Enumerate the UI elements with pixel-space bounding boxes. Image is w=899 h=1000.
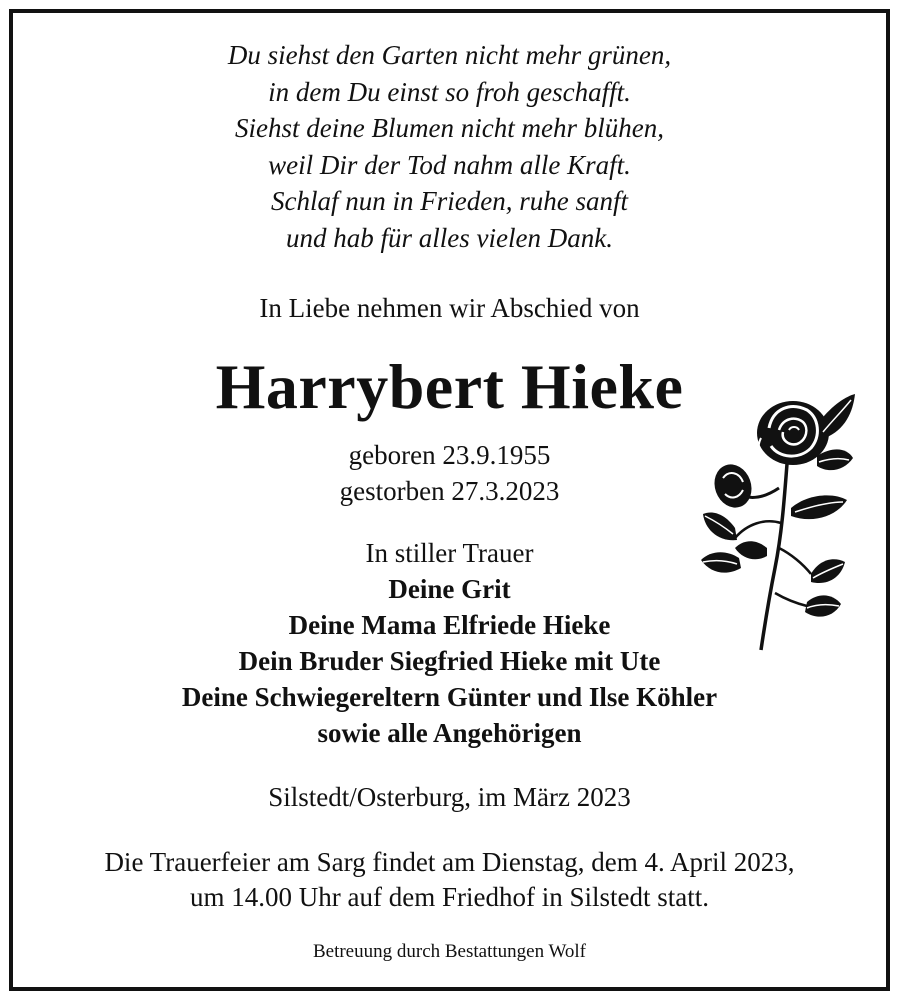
mourner: Deine Schwiegereltern Günter und Ilse Köhler bbox=[181, 682, 718, 712]
poem-line: Schlaf nun in Frieden, ruhe sanft bbox=[271, 186, 628, 216]
mourner: Deine Grit bbox=[388, 574, 511, 604]
service-line: um 14.00 Uhr auf dem Friedhof in Silstedt statt. bbox=[190, 882, 709, 912]
death-date: gestorben 27.3.2023 bbox=[339, 476, 560, 506]
poem bbox=[13, 37, 886, 256]
farewell-intro: In Liebe nehmen wir Abschied von bbox=[259, 293, 640, 323]
poem-line: in dem Du einst so froh geschafft. bbox=[268, 76, 631, 107]
deceased-name: Harrybert Hieke bbox=[215, 351, 684, 422]
funeral-service-info bbox=[13, 845, 886, 915]
mourning-heading: In stiller Trauer bbox=[365, 538, 534, 568]
mourner: Dein Bruder Siegfried Hieke mit Ute bbox=[238, 646, 661, 676]
poem-line: und hab für alles vielen Dank. bbox=[286, 222, 613, 253]
poem-line: Du siehst den Garten nicht mehr grünen, bbox=[227, 40, 672, 70]
poem-line: Siehst deine Blumen nicht mehr blühen, bbox=[235, 113, 664, 143]
birth-date: geboren 23.9.1955 bbox=[348, 440, 551, 470]
mourners-block bbox=[13, 535, 886, 751]
mourner: Deine Mama Elfriede Hieke bbox=[288, 610, 611, 640]
obituary-frame bbox=[9, 9, 890, 991]
undertaker-credit: Betreuung durch Bestattungen Wolf bbox=[312, 941, 587, 962]
mourner: sowie alle Angehörigen bbox=[317, 718, 582, 748]
poem-line: weil Dir der Tod nahm alle Kraft. bbox=[268, 149, 631, 180]
place-and-date: Silstedt/Osterburg, im März 2023 bbox=[268, 782, 631, 812]
service-line: Die Trauerfeier am Sarg findet am Dienstag, dem 4. April 2023, bbox=[104, 847, 795, 877]
